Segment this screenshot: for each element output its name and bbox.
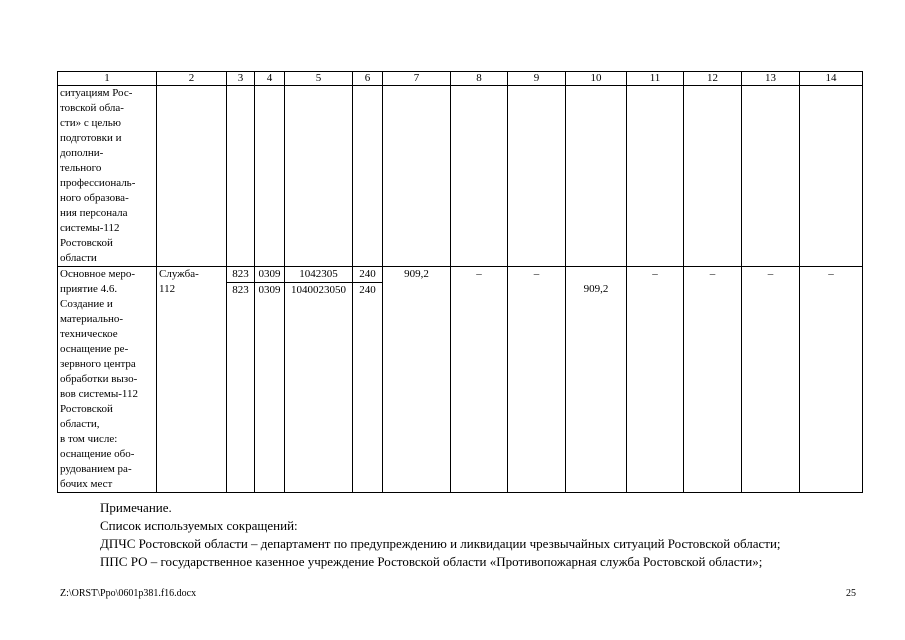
empty-cell: [451, 86, 508, 267]
activity-name-cell: ситуациям Рос- товской обла- сти» с целью подготовки и дополни- тельного профессиональ- ного образова- ния персонала системы-112 Ростовской области: [58, 86, 157, 267]
activity-name-cell: Основное меро- приятие 4.6. Создание и материально- техническое оснащение ре- зервного центра обработки вызо- вов системы-112 Ростовской области, в том числе: оснащение обо- рудованием ра- бочих мест: [58, 267, 157, 493]
budget-table: [57, 71, 863, 493]
empty-cell: [566, 86, 627, 267]
empty-cell: [157, 86, 227, 267]
grbs-code-cell: [227, 267, 255, 493]
csr-code-cell: [285, 267, 353, 493]
year-value-cell: –: [684, 267, 742, 493]
empty-cell: [508, 86, 566, 267]
table-header-row: [58, 72, 863, 86]
empty-cell: [800, 86, 863, 267]
header-cell: 11: [627, 72, 684, 86]
rzpr-code-cell: [255, 267, 285, 493]
vr-code: 240: [353, 282, 382, 298]
footer-file-path: Z:\ORST\Ppo\0601p381.f16.docx: [60, 588, 197, 599]
empty-cell: [255, 86, 285, 267]
vr-code: 240: [359, 268, 376, 280]
empty-cell: [285, 86, 353, 267]
header-cell: 3: [227, 72, 255, 86]
notes-section: [60, 499, 859, 571]
csr-code: 1042305: [299, 268, 338, 280]
rzpr-code: 0309: [255, 282, 284, 298]
table-row: [58, 267, 863, 493]
header-cell: 4: [255, 72, 285, 86]
empty-cell: [742, 86, 800, 267]
header-cell: 6: [353, 72, 383, 86]
year-value-cell: –: [800, 267, 863, 493]
executor-cell: Служба- 112: [157, 267, 227, 493]
abbreviation-line: ППС РО – государственное казенное учреждение Ростовской области «Противопожарная служба Ростовской области»;: [100, 554, 763, 569]
csr-code: 1040023050: [285, 282, 352, 298]
vr-code-cell: [353, 267, 383, 493]
empty-cell: [227, 86, 255, 267]
year-value-cell: –: [742, 267, 800, 493]
abbreviations-heading: Список используемых сокращений:: [100, 518, 298, 533]
header-cell: 5: [285, 72, 353, 86]
header-cell: 13: [742, 72, 800, 86]
page-number: 25: [846, 588, 856, 599]
year-value-cell: –: [627, 267, 684, 493]
header-cell: 7: [383, 72, 451, 86]
grbs-code: 823: [232, 268, 249, 280]
empty-cell: [684, 86, 742, 267]
empty-cell: [383, 86, 451, 267]
header-cell: 12: [684, 72, 742, 86]
abbreviation-line: ДПЧС Ростовской области – департамент по предупреждению и ликвидации чрезвычайных ситуаций Ростовской области;: [100, 536, 781, 551]
header-cell: 1: [58, 72, 157, 86]
header-cell: 9: [508, 72, 566, 86]
year-value-cell: [566, 267, 627, 493]
empty-cell: [353, 86, 383, 267]
rzpr-code: 0309: [258, 268, 281, 280]
year-value-cell: –: [451, 267, 508, 493]
notes-title: Примечание.: [100, 500, 172, 515]
total-value-cell: 909,2: [383, 267, 451, 493]
year-value-cell: –: [508, 267, 566, 493]
header-cell: 8: [451, 72, 508, 86]
year-value: 909,2: [583, 283, 609, 295]
table-row: [58, 86, 863, 267]
header-cell: 14: [800, 72, 863, 86]
empty-cell: [627, 86, 684, 267]
header-cell: 10: [566, 72, 627, 86]
header-cell: 2: [157, 72, 227, 86]
grbs-code: 823: [227, 282, 254, 298]
